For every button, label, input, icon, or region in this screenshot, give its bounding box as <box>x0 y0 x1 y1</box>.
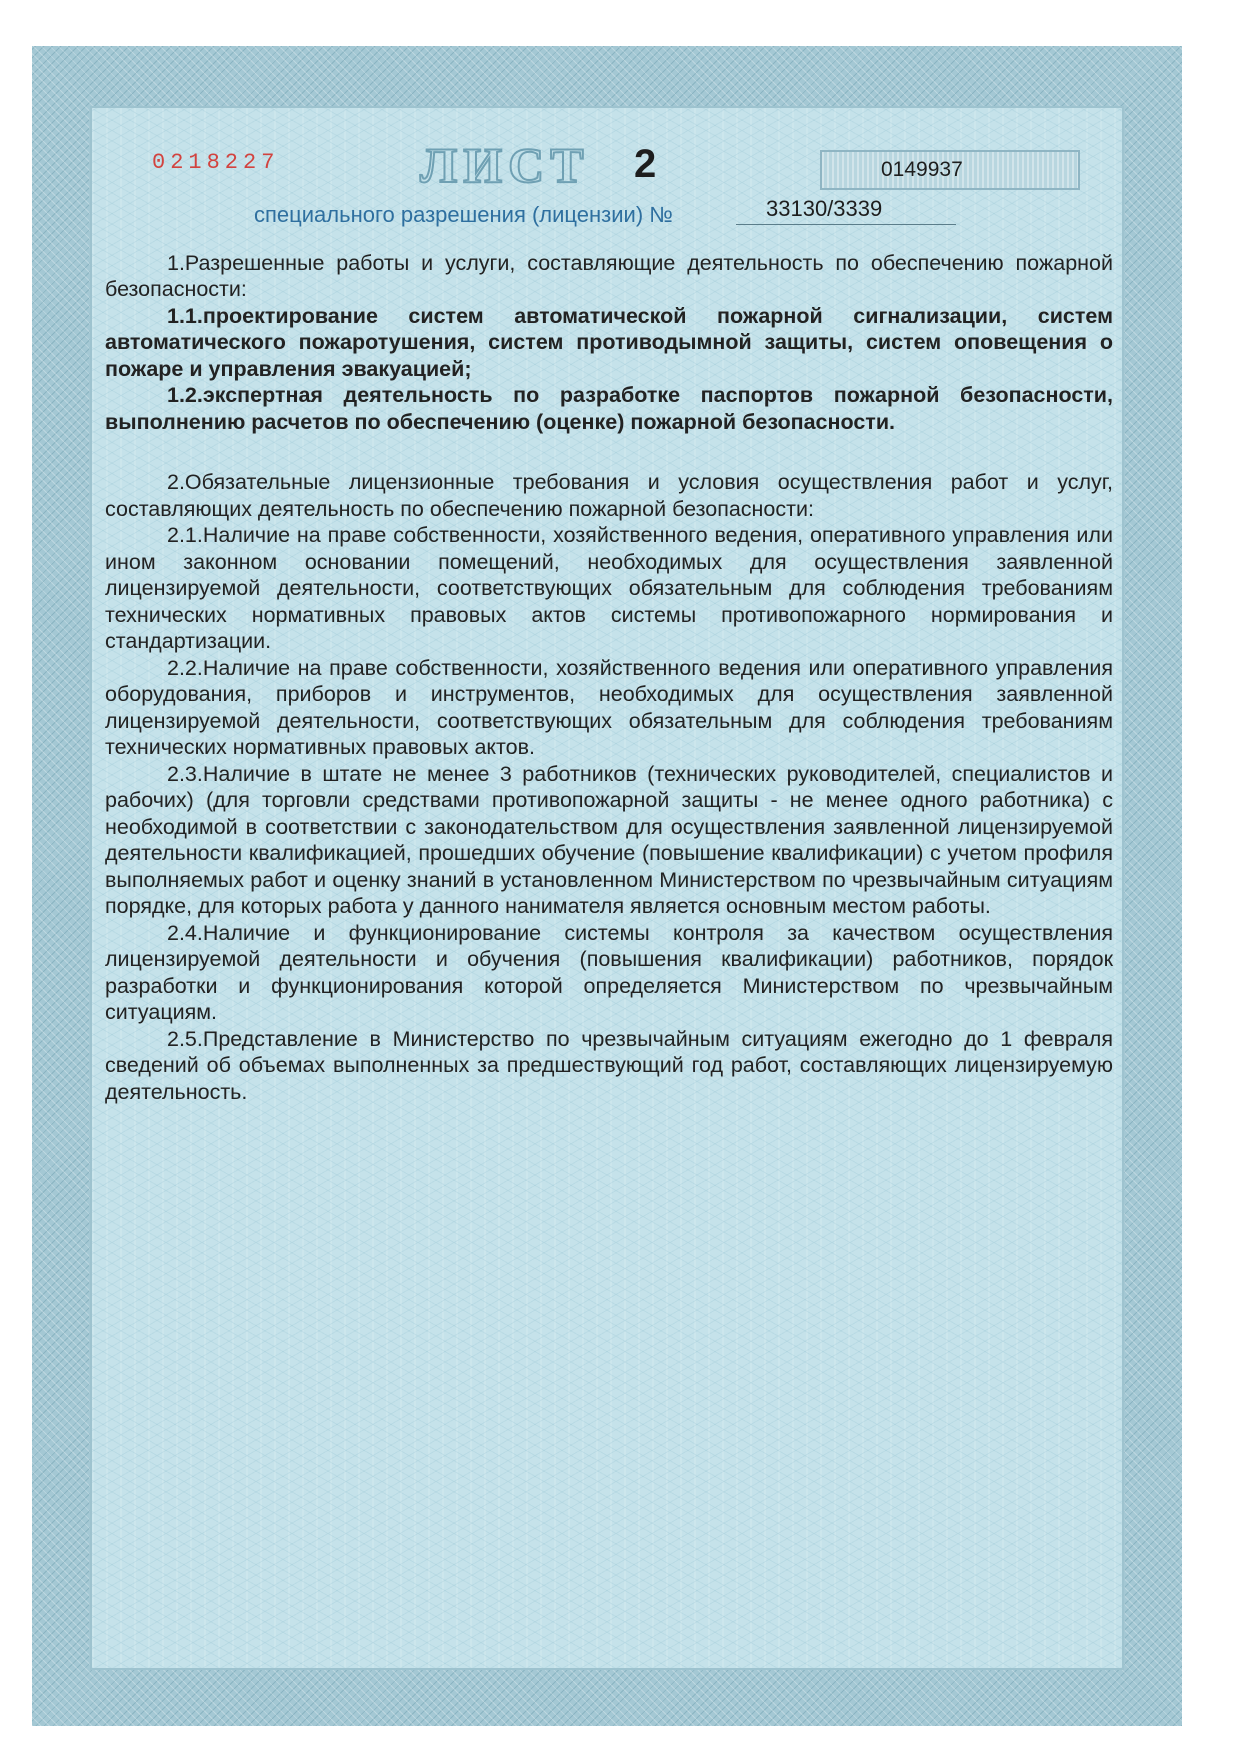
requirement-2-4: 2.4.Наличие и функционирование системы контроля за качеством осуществления лицензируемой деятельности и обучения (повышения квалификации) работников, порядок разработки и функционирования которой определяется Министерством по чрезвычайным ситуациям. <box>105 920 1113 1025</box>
permitted-work-1-2: 1.2.экспертная деятельность по разработке паспортов пожарной безопасности, выполнению расчетов по обеспечению (оценке) пожарной безопасности. <box>105 383 1113 434</box>
requirement-2-2: 2.2.Наличие на праве собственности, хозяйственного ведения или оперативного управления оборудования, приборов и инструментов, необходимых для осуществления заявленной лицензируемой деятельности, соответствующих обязательным для соблюдения требованиям технических нормативных правовых актов. <box>105 655 1113 760</box>
sheet-number: 2 <box>634 142 657 186</box>
sheet-title: ЛИСТ <box>420 137 590 193</box>
license-number-underline <box>736 224 956 225</box>
requirement-2-3: 2.3.Наличие в штате не менее 3 работников (технических руководителей, специалистов и рабочих) (для торговли средствами противопожарной защиты - не менее одного работника) с необходимой в соответствии с законодательством для осуществления заявленной лицензируемой деятельности квалификацией, прошедших обучение (повышение квалификации) с учетом профиля выполняемых работ и оценку знаний в установленном Министерством по чрезвычайным ситуациям порядке, для которых работа у данного нанимателя является основным местом работы. <box>105 761 1113 919</box>
license-caption: специального разрешения (лицензии) № <box>254 202 673 227</box>
form-serial-number: 0218227 <box>152 150 280 175</box>
license-number: 33130/3339 <box>766 196 883 221</box>
requirement-2-5: 2.5.Представление в Министерство по чрезвычайным ситуациям ежегодно до 1 февраля сведений об объемах выполненных за предшествующий год работ, составляющих лицензируемую деятельность. <box>105 1026 1113 1104</box>
registration-number: 0149937 <box>881 158 963 181</box>
section-1-intro: 1.Разрешенные работы и услуги, составляющие деятельность по обеспечению пожарной безопасности: <box>105 251 1113 302</box>
section-2-intro: 2.Обязательные лицензионные требования и условия осуществления работ и услуг, составляющих деятельность по обеспечению пожарной безопасности: <box>105 470 1113 521</box>
permitted-work-1-1: 1.1.проектирование систем автоматической пожарной сигнализации, систем автоматического пожаротушения, систем противодымной защиты, систем оповещения о пожаре и управления эвакуацией; <box>105 303 1113 381</box>
license-body <box>105 250 1113 1105</box>
requirement-2-1: 2.1.Наличие на праве собственности, хозяйственного ведения, оперативного управления или ином законном основании помещений, необходимых для осуществления заявленной лицензируемой деятельности, соответствующих обязательным для соблюдения требованиям технических нормативных правовых актов системы противопожарного нормирования и стандартизации. <box>105 523 1113 654</box>
